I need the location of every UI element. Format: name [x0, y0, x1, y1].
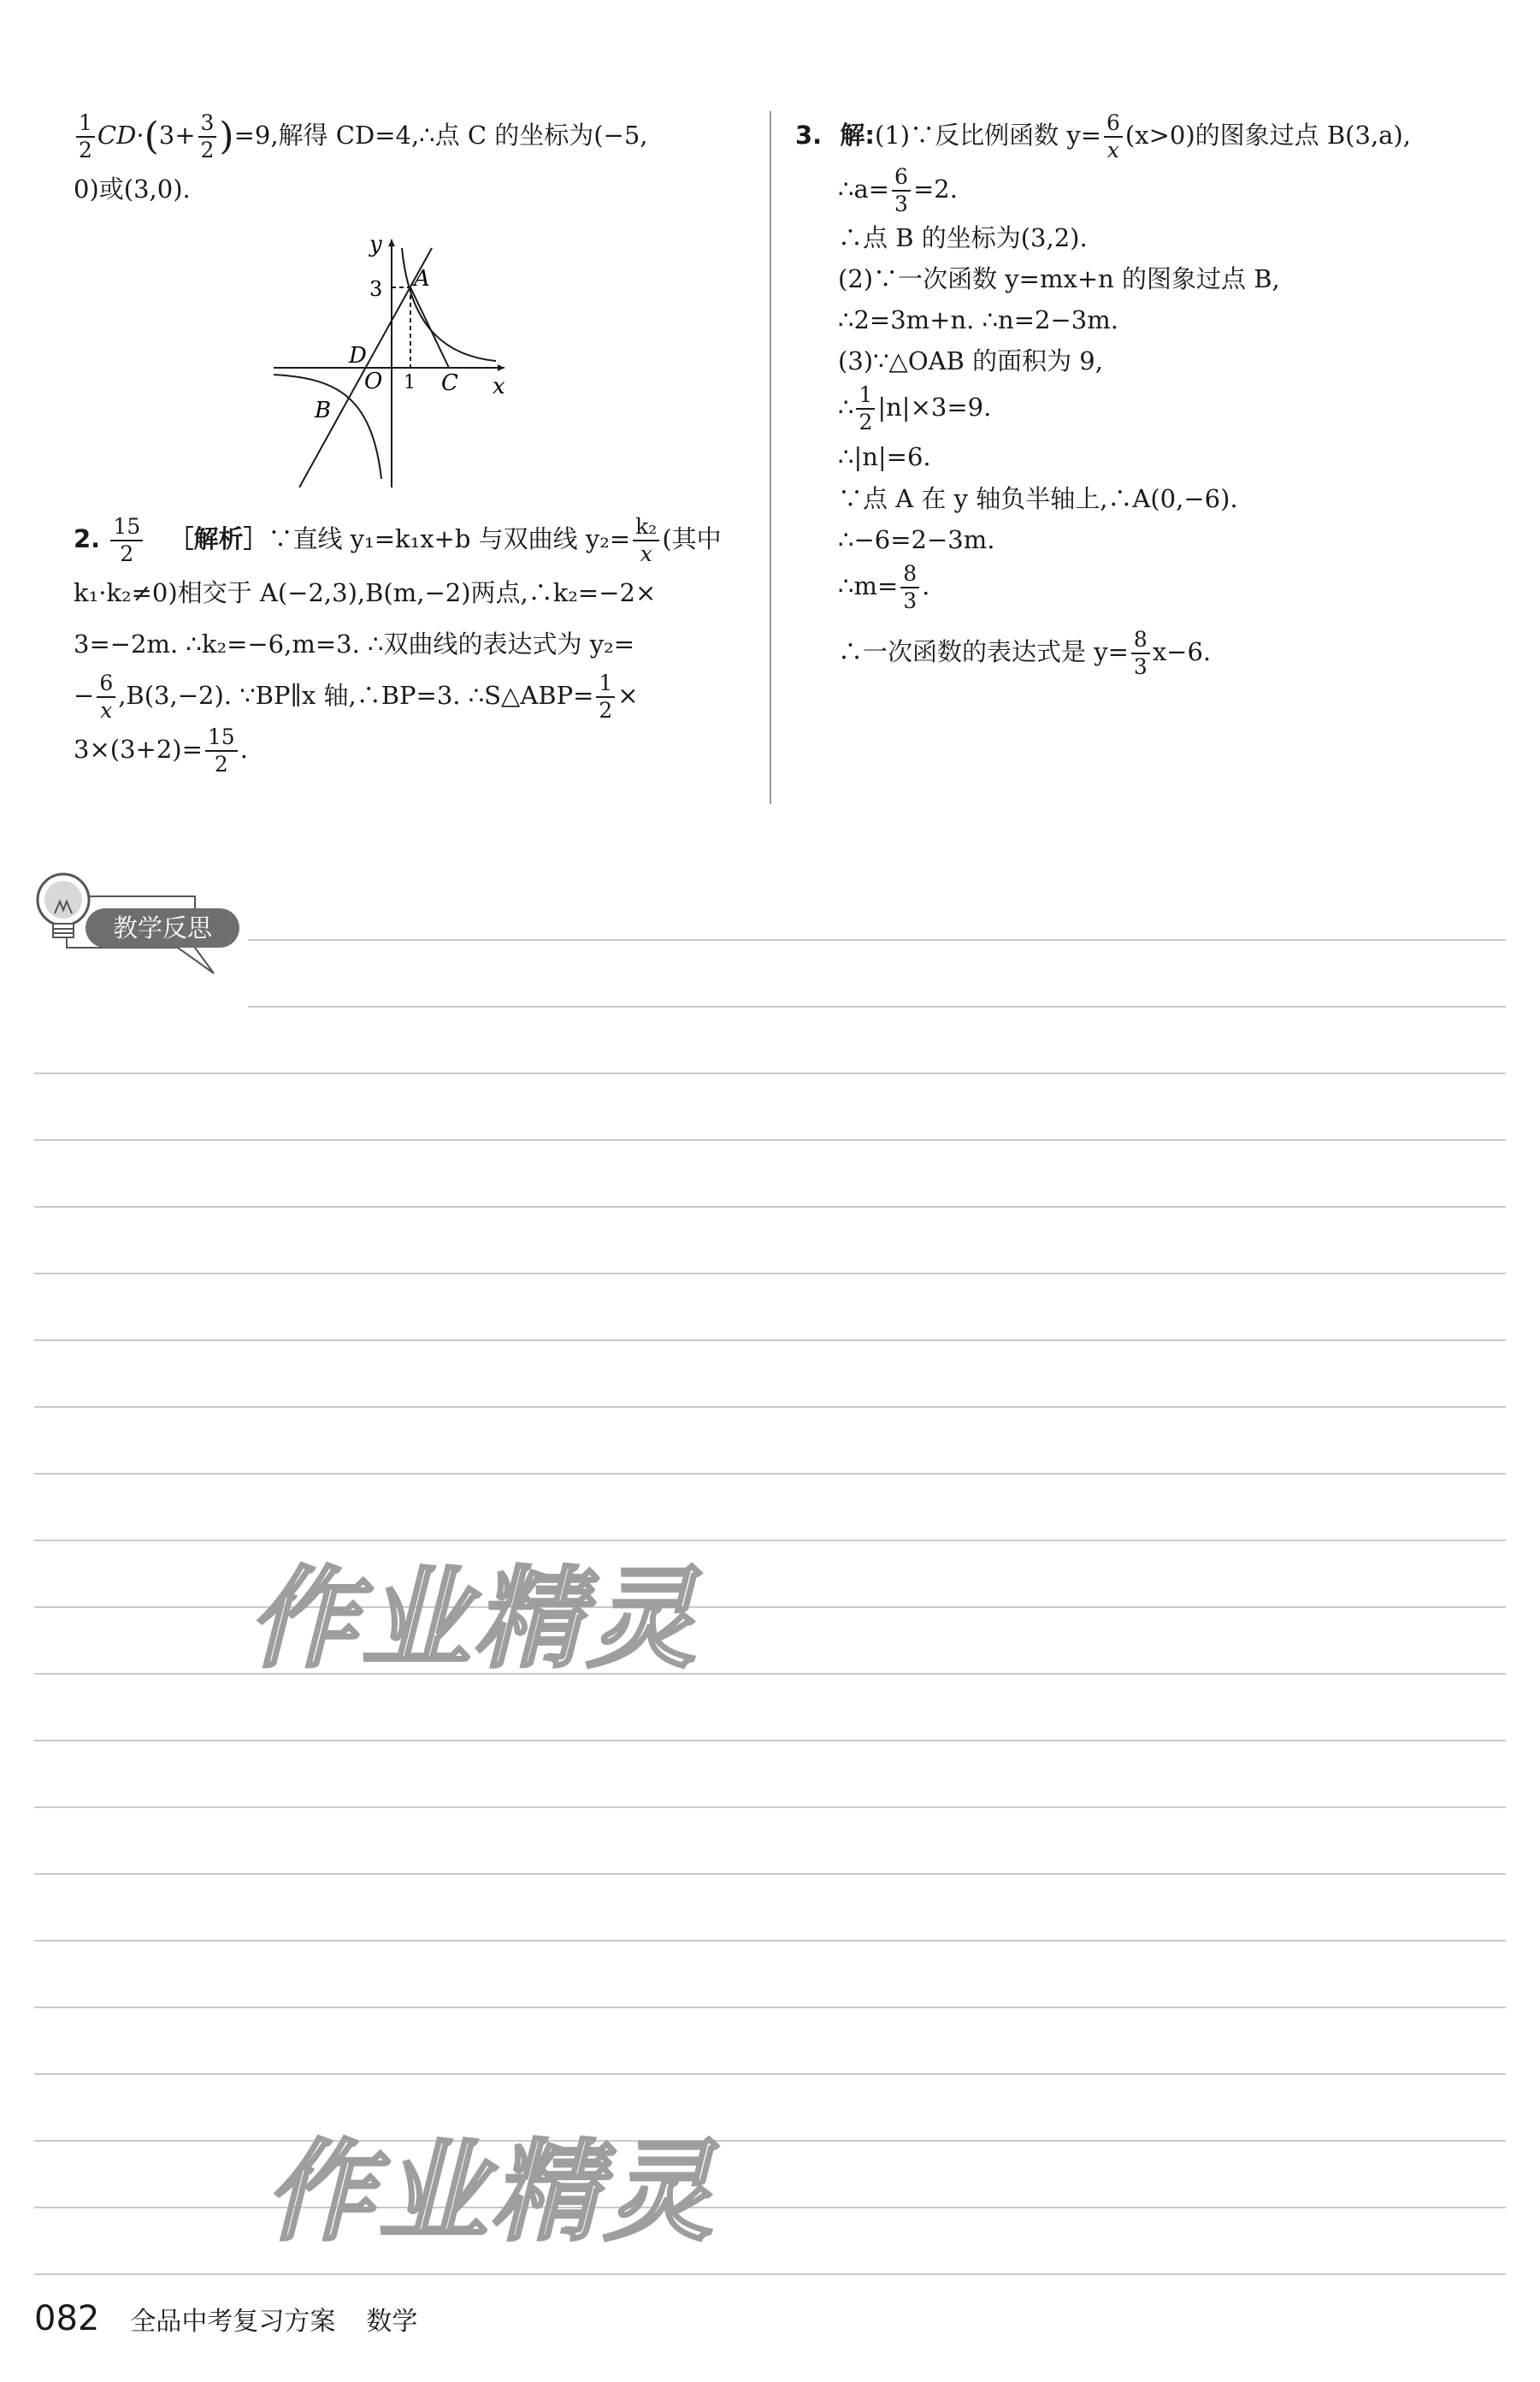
ruled-line: [34, 2207, 1506, 2208]
label-b: B: [315, 398, 332, 423]
ruled-line: [34, 1339, 1506, 1341]
label-o: O: [364, 369, 383, 394]
q3-line-5: ∴2=3m+n. ∴n=2−3m.: [838, 305, 1118, 334]
label-d: D: [349, 343, 367, 369]
reflection-label: 教学反思: [86, 908, 239, 948]
ruled-line: [34, 1406, 1506, 1408]
q2-answer: $\frac{15}{2}$: [110, 514, 143, 567]
ruled-line: [248, 1006, 1506, 1008]
book-title: 全品中考复习方案: [130, 2307, 336, 2337]
label-y: y: [369, 232, 382, 257]
q2-line-2: k₁·k₂≠0)相交于 A(−2,3),B(m,−2)两点,∴k₂=−2×: [74, 578, 657, 607]
ruled-line: [34, 1806, 1506, 1808]
ruled-line: [34, 2273, 1506, 2275]
q3-line-2: ∴a= $\frac{6}{3}$ =2.: [838, 164, 958, 216]
ruled-line: [34, 1273, 1506, 1274]
ruled-line: [34, 2073, 1506, 2075]
ruled-line: [34, 1940, 1506, 1942]
y-axis-arrow: [388, 239, 395, 246]
ruled-line: [34, 1139, 1506, 1141]
q3-line-12: ∴一次函数的表达式是 y= $\frac{8}{3}$ x−6.: [838, 627, 1212, 679]
q3-line-4: (2)∵一次函数 y=mx+n 的图象过点 B,: [838, 264, 1280, 293]
fraction-half: $\frac{1}{2}$: [76, 110, 95, 163]
question-2: [74, 513, 749, 777]
fraction-three-halves: $\frac{3}{2}$: [198, 110, 217, 163]
ruled-line: [34, 1740, 1506, 1741]
bulb-base: [53, 924, 74, 937]
watermark: 作业精灵: [248, 1556, 700, 1683]
continuation-line-2: 0)或(3,0).: [74, 174, 191, 204]
q3-line-11: ∴m= $\frac{8}{3}$ .: [838, 561, 930, 613]
page-number: 082: [34, 2299, 100, 2338]
ruled-line: [34, 2007, 1506, 2008]
q3-line-6: (3)∵△OAB 的面积为 9,: [838, 346, 1103, 375]
q2-line-4: − $\frac{6}{x}$ ,B(3,−2). ∵BP∥x 轴,∴BP=3. ∴S△ABP= $\frac{1}{2}$ ×: [74, 671, 639, 723]
x-axis-arrow: [498, 364, 504, 371]
continuation-line-1: $\frac{1}{2}$ CD·(3+ $\frac{3}{2}$ )=9,解得 CD=4,∴点 C 的坐标为(−5,: [74, 109, 749, 163]
q3-line-8: ∴|n|=6.: [838, 442, 931, 471]
label-three: 3: [369, 277, 383, 301]
page-footer: [34, 2299, 417, 2338]
left-column: [74, 109, 749, 215]
watermark: 作业精灵: [265, 2129, 717, 2256]
label-c: C: [441, 370, 458, 396]
hyperbola-branch-right: [402, 248, 496, 361]
ruled-line: [34, 2140, 1506, 2142]
ruled-line: [34, 1073, 1506, 1074]
ruled-line: [34, 1206, 1506, 1208]
q2-line-5: 3×(3+2)= $\frac{15}{2}$ .: [74, 724, 248, 777]
label-one: 1: [404, 372, 416, 393]
q3-line-3: ∴点 B 的坐标为(3,2).: [838, 223, 1088, 252]
label-a: A: [414, 266, 430, 292]
subject: 数学: [366, 2307, 418, 2337]
q2-line-3: 3=−2m. ∴k₂=−6,m=3. ∴双曲线的表达式为 y₂=: [74, 629, 635, 659]
segment-ac: [410, 287, 449, 368]
label-x: x: [493, 374, 505, 399]
bulb-inner: [44, 881, 82, 919]
hyperbola-graph: [274, 231, 513, 488]
question-3: [795, 109, 1505, 680]
q2-line-1: 2. $\frac{15}{2}$ ［解析］∵直线 y₁=k₁x+b 与双曲线 y₂= $\frac{\text{k₂}}{x}$ (其中: [74, 514, 722, 566]
ruled-line: [34, 1473, 1506, 1475]
q3-line-7: ∴ $\frac{1}{2}$ |n|×3=9.: [838, 382, 992, 434]
ruled-line: [248, 939, 1506, 941]
q3-line-10: ∴−6=2−3m.: [838, 525, 995, 554]
q3-line-9: ∵点 A 在 y 轴负半轴上,∴A(0,−6).: [838, 484, 1238, 513]
ruled-line: [34, 1873, 1506, 1875]
q3-line-1: 3. 解:(1)∵反比例函数 y= $\frac{6}{x}$ (x>0)的图象过点 B(3,a),: [795, 110, 1411, 163]
column-divider: [770, 111, 771, 804]
